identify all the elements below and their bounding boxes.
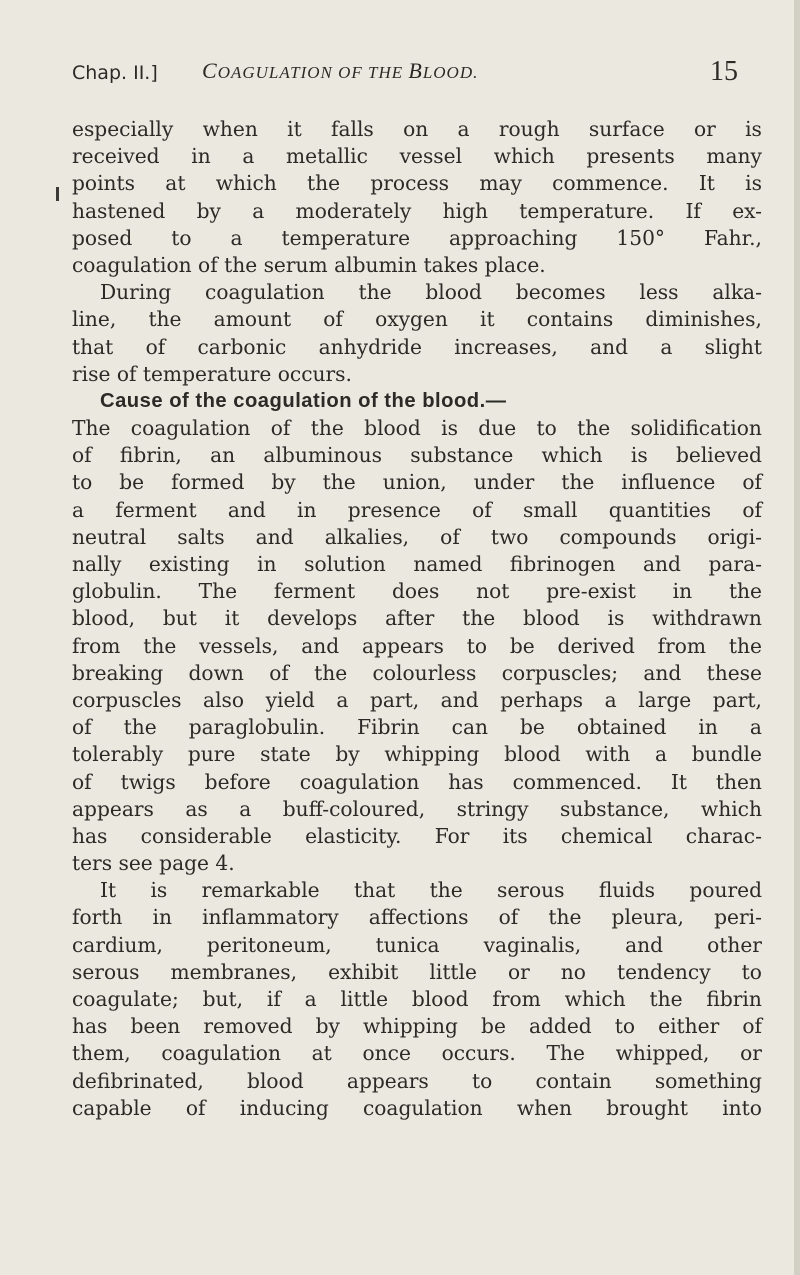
- text-line: ters see page 4.: [72, 851, 235, 876]
- text-line: of twigs before coagulation has commenced. It then: [72, 769, 762, 794]
- text-line: coagulation of the serum albumin takes place.: [72, 252, 546, 277]
- running-header: [72, 58, 762, 98]
- text-line: tolerably pure state by whipping blood with a bundle: [72, 742, 762, 767]
- text-line: posed to a temperature approaching 150° Fahr.,: [72, 225, 762, 250]
- text-line: them, coagulation at once occurs. The whipped, or: [72, 1041, 762, 1066]
- chapter-label: Chap. II.]: [72, 62, 158, 84]
- text-line: received in a metallic vessel which presents many: [72, 144, 762, 169]
- text-line: line, the amount of oxygen it contains diminishes,: [72, 307, 762, 332]
- text-line: rise of temperature occurs.: [72, 361, 352, 386]
- body-text: [72, 116, 762, 1122]
- title-end: LOOD.: [422, 63, 479, 82]
- text-line: The coagulation of the blood is due to the solidification: [72, 416, 762, 441]
- text-line: coagulate; but, if a little blood from which the fibrin: [72, 987, 762, 1011]
- text-line: of fibrin, an albuminous substance which is believed: [72, 443, 762, 468]
- text-line: especially when it falls on a rough surface or is: [72, 117, 762, 141]
- text-line: hastened by a moderately high temperature. If ex-: [72, 198, 762, 223]
- text-line: from the vessels, and appears to be derived from the: [72, 633, 762, 658]
- text-line: neutral salts and alkalies, of two compounds origi-: [72, 524, 762, 549]
- page-number: 15: [710, 56, 738, 87]
- text-line: blood, but it develops after the blood is withdrawn: [72, 606, 762, 631]
- text-line: serous membranes, exhibit little or no tendency to: [72, 959, 762, 984]
- page-edge-shadow: [794, 0, 800, 1275]
- text-line: nally existing in solution named fibrinogen and para-: [72, 552, 762, 576]
- text-line: forth in inflammatory affections of the pleura, peri-: [72, 905, 762, 930]
- text-line: of the paraglobulin. Fibrin can be obtained in a: [72, 715, 762, 740]
- text-line: During coagulation the blood becomes less alka-: [100, 280, 762, 305]
- text-line: to be formed by the union, under the influence of: [72, 470, 762, 495]
- text-line: defibrinated, blood appears to contain something: [72, 1068, 762, 1093]
- title-initial-b: B: [408, 58, 423, 83]
- section-heading: Cause of the coagulation of the blood.—: [100, 389, 507, 412]
- text-line: globulin. The ferment does not pre-exist in the: [72, 579, 762, 604]
- title-initial-c: C: [202, 58, 218, 83]
- text-line: appears as a buff-coloured, stringy substance, which: [72, 796, 762, 821]
- title-middle: OAGULATION OF THE: [217, 63, 409, 82]
- text-line: corpuscles also yield a part, and perhaps a large part,: [72, 687, 762, 712]
- text-line: capable of inducing coagulation when brought into: [72, 1095, 762, 1120]
- margin-mark: [56, 187, 59, 201]
- text-line: breaking down of the colourless corpuscles; and these: [72, 660, 762, 685]
- text-line: It is remarkable that the serous fluids poured: [100, 878, 762, 903]
- text-line: has considerable elasticity. For its chemical charac-: [72, 823, 762, 848]
- text-line: a ferment and in presence of small quantities of: [72, 497, 762, 522]
- text-line: has been removed by whipping be added to either of: [72, 1014, 762, 1039]
- text-line: points at which the process may commence. It is: [72, 171, 762, 196]
- text-line: cardium, peritoneum, tunica vaginalis, and other: [72, 932, 762, 957]
- running-title: [202, 58, 478, 84]
- text-line: that of carbonic anhydride increases, and a slight: [72, 334, 762, 359]
